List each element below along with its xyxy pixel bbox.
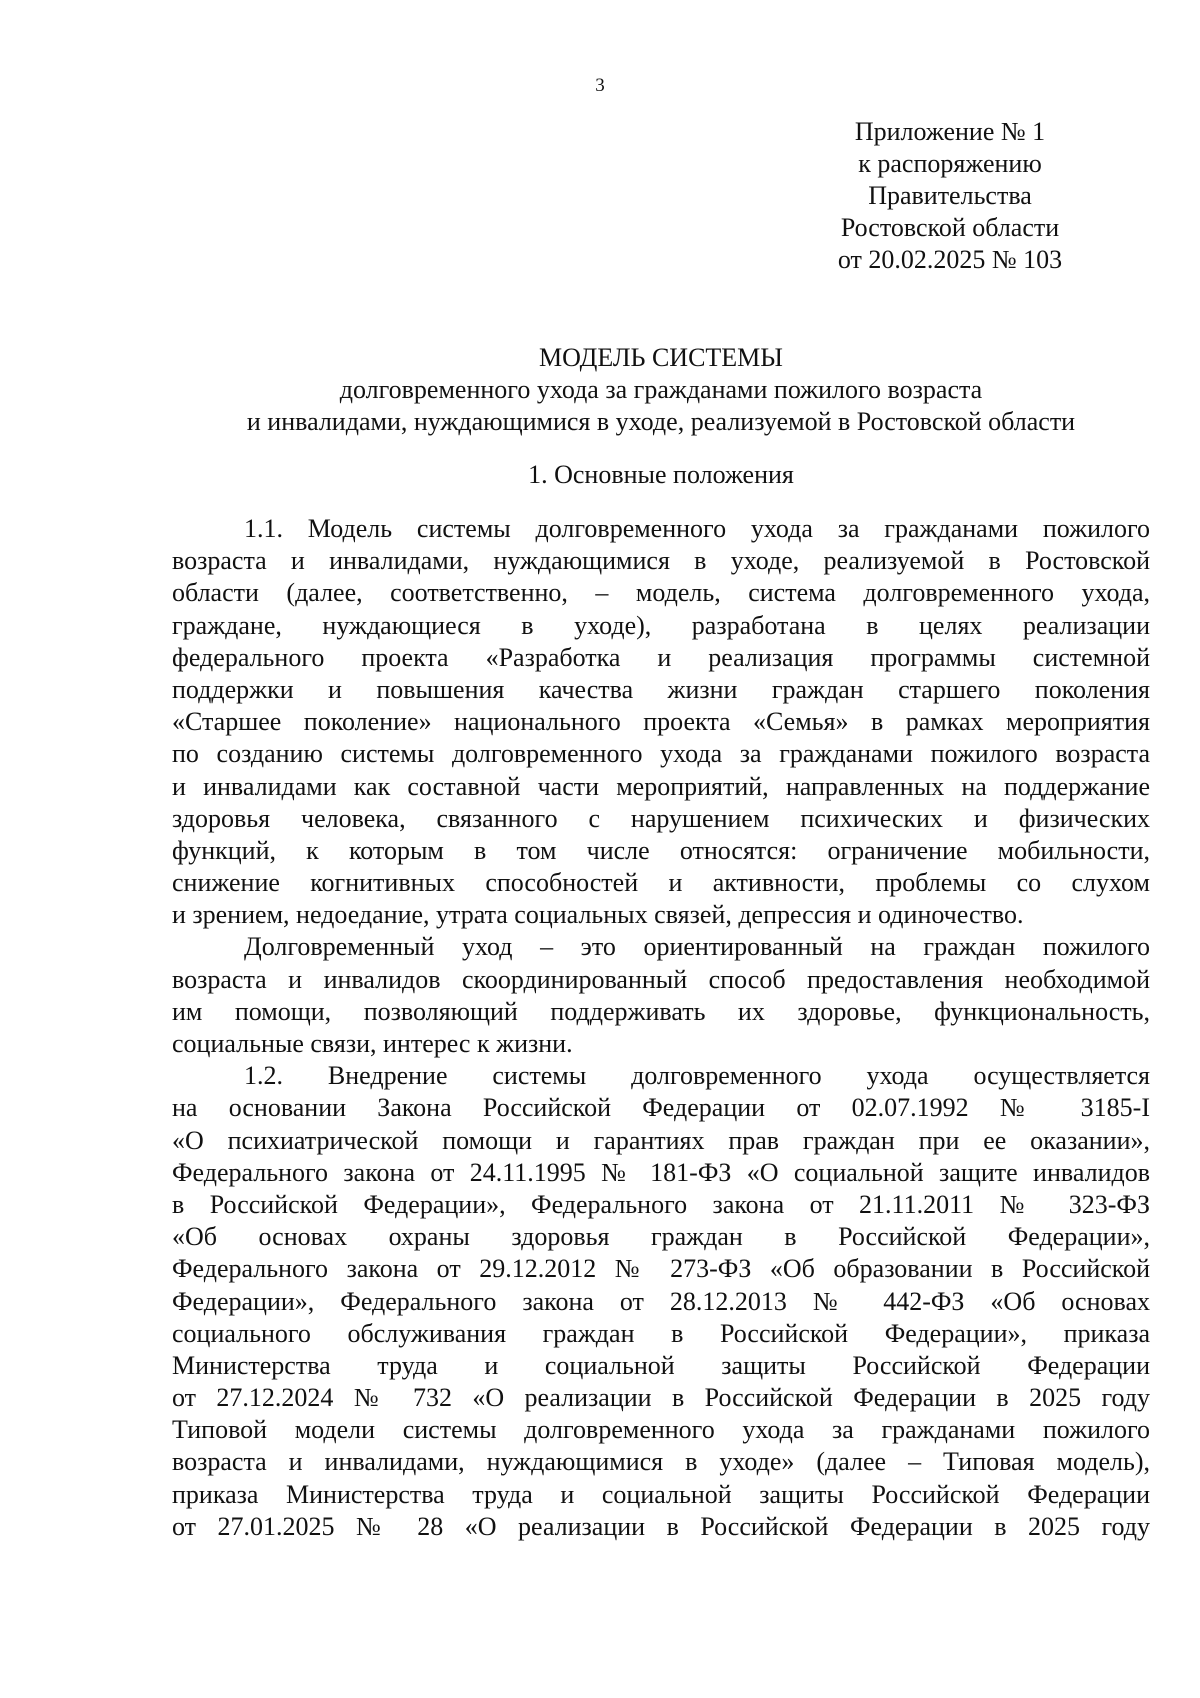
paragraph-line: им помощи, позволяющий поддерживать их здоровье, функциональность, [172, 996, 1150, 1026]
body-text [172, 513, 1150, 1543]
paragraph-line: возраста и инвалидами, нуждающимися в уходе, реализуемой в Ростовской [172, 546, 1150, 576]
paragraph-line: «Об основах охраны здоровья граждан в Российской Федерации», [172, 1222, 1150, 1252]
paragraph-line: функций, к которым в том числе относятся: ограничение мобильности, [172, 835, 1150, 865]
paragraph-line: здоровья человека, связанного с нарушением психических и физических [172, 803, 1150, 833]
paragraph-line: по созданию системы долговременного ухода за гражданами пожилого возраста [172, 739, 1150, 769]
paragraph-line: Долговременный уход – это ориентированный на граждан пожилого [244, 932, 1150, 962]
paragraph-line: граждане, нуждающиеся в уходе), разработана в целях реализации [172, 610, 1150, 640]
paragraph-line: Федерации», Федерального закона от 28.12.2013 № 442-ФЗ «Об основах [172, 1286, 1150, 1316]
title-main: МОДЕЛЬ СИСТЕМЫ [539, 343, 783, 372]
title-subtitle-line: и инвалидами, нуждающимися в уходе, реализуемой в Ростовской области [246, 407, 1076, 436]
paragraph-line: Федерального закона от 29.12.2012 № 273-ФЗ «Об образовании в Российской [172, 1254, 1150, 1284]
paragraph-line: социального обслуживания граждан в Российской Федерации», приказа [172, 1318, 1150, 1348]
paragraph-line: возраста и инвалидов скоординированный способ предоставления необходимой [172, 964, 1150, 994]
page-number: 3 [595, 75, 605, 96]
paragraph-line: федерального проекта «Разработка и реализация программы системной [172, 642, 1150, 672]
paragraph-line: Типовой модели системы долговременного ухода за гражданами пожилого [172, 1415, 1150, 1445]
paragraph-line: от 27.12.2024 № 732 «О реализации в Российской Федерации в 2025 году [172, 1383, 1150, 1413]
annex-line: от 20.02.2025 № 103 [837, 245, 1063, 274]
annex-block [820, 116, 1080, 276]
paragraph-line: 1.2. Внедрение системы долговременного ухода осуществляется [244, 1061, 1150, 1091]
annex-line: Ростовской области [840, 213, 1060, 242]
annex-line: Правительства [868, 181, 1032, 210]
paragraph-line: и зрением, недоедание, утрата социальных связей, депрессия и одиночество. [172, 900, 1024, 930]
paragraph-line: возраста и инвалидами, нуждающимися в уходе» (далее – Типовая модель), [172, 1447, 1150, 1477]
paragraph-line: от 27.01.2025 № 28 «О реализации в Российской Федерации в 2025 году [172, 1511, 1150, 1541]
paragraph-line: «О психиатрической помощи и гарантиях прав граждан при ее оказании», [172, 1125, 1150, 1155]
annex-line: к распоряжению [858, 149, 1042, 178]
paragraph-line: поддержки и повышения качества жизни граждан старшего поколения [172, 674, 1150, 704]
title-subtitle-line: долговременного ухода за гражданами пожилого возраста [339, 375, 983, 404]
paragraph-line: и инвалидами как составной части мероприятий, направленных на поддержание [172, 771, 1150, 801]
paragraph-line: области (далее, соответственно, – модель, система долговременного ухода, [172, 578, 1150, 608]
paragraph-line: «Старшее поколение» национального проекта «Семья» в рамках мероприятия [172, 707, 1150, 737]
paragraph-line: 1.1. Модель системы долговременного ухода за гражданами пожилого [244, 514, 1150, 543]
paragraph-line: в Российской Федерации», Федерального закона от 21.11.2011 № 323-ФЗ [172, 1189, 1150, 1219]
paragraph-line: на основании Закона Российской Федерации от 02.07.1992 № 3185-I [172, 1093, 1150, 1123]
document-title [160, 342, 1162, 438]
annex-line: Приложение № 1 [854, 117, 1046, 146]
paragraph-line: Министерства труда и социальной защиты Российской Федерации [172, 1350, 1150, 1380]
section-heading: 1. Основные положения [528, 460, 794, 489]
paragraph-line: снижение когнитивных способностей и активности, проблемы со слухом [172, 868, 1150, 898]
paragraph-line: Федерального закона от 24.11.1995 № 181-ФЗ «О социальной защите инвалидов [172, 1157, 1150, 1187]
paragraph-line: социальные связи, интерес к жизни. [172, 1029, 573, 1058]
paragraph-line: приказа Министерства труда и социальной защиты Российской Федерации [172, 1479, 1150, 1509]
